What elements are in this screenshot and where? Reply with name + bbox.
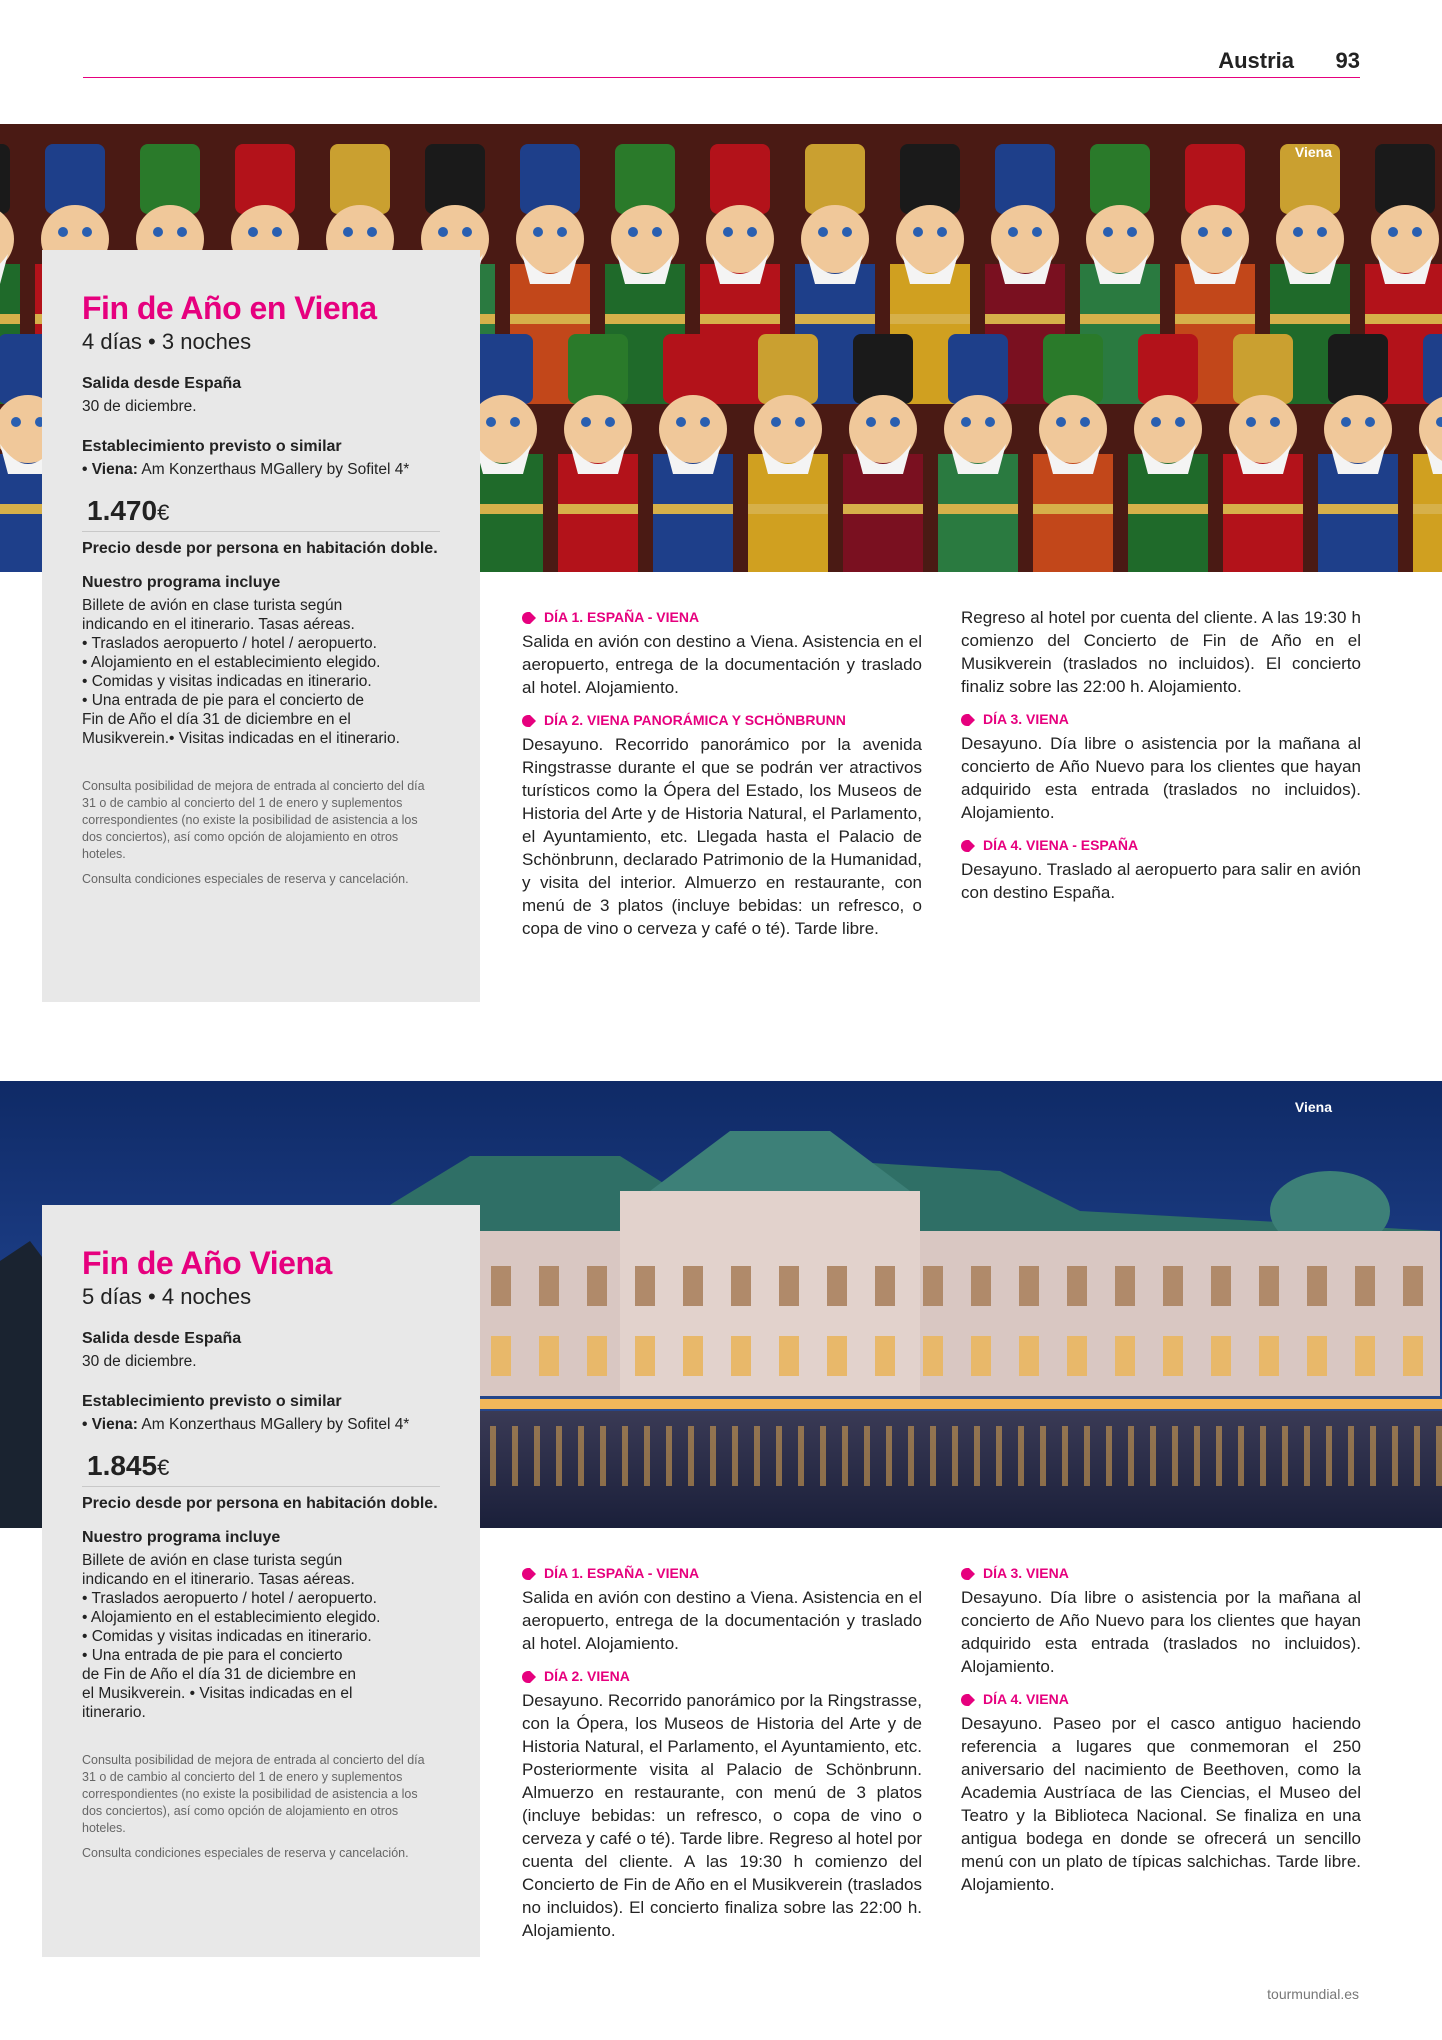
note-upgrade: Consulta posibilidad de mejora de entrada al concierto del día 31 o de cambio al concierto del 1 de enero y suplementos correspondientes (no existe la posibilidad de asistencia a los dos conciertos), así como opción de alojamiento en otros hoteles. bbox=[82, 1753, 425, 1835]
day-marker-icon bbox=[961, 1568, 975, 1580]
includes-item: Fin de Año el día 31 de diciembre en el bbox=[82, 711, 351, 728]
hotel-line bbox=[82, 1415, 440, 1434]
departure-label: Salida desde España bbox=[82, 375, 242, 392]
departure-date: 30 de diciembre. bbox=[82, 1353, 197, 1370]
includes-list bbox=[82, 596, 440, 748]
day-heading bbox=[522, 1562, 922, 1585]
day-heading bbox=[961, 1688, 1361, 1711]
day-description: Desayuno. Traslado al aeropuerto para salir en avión con destino España. bbox=[961, 860, 1361, 902]
includes-item: • Traslados aeropuerto / hotel / aeropuerto. bbox=[82, 1590, 377, 1607]
itinerary-column-2 bbox=[961, 1562, 1361, 1906]
day-heading bbox=[961, 708, 1361, 731]
hotel-city: • Viena: bbox=[82, 1416, 138, 1433]
note-conditions: Consulta condiciones especiales de reserva y cancelación. bbox=[82, 872, 409, 886]
day-title: DÍA 2. VIENA bbox=[544, 1668, 630, 1684]
itinerary-column-1 bbox=[522, 1562, 922, 1952]
day-description: Salida en avión con destino a Viena. Asistencia en el aeropuerto, entrega de la documentación y traslado al hotel. Alojamiento. bbox=[522, 1588, 922, 1653]
day-description: Desayuno. Día libre o asistencia por la mañana al concierto de Año Nuevo para los clientes que hayan adquirido esta entrada (traslados no incluidos). Alojamiento. bbox=[961, 1588, 1361, 1676]
hotel-label: Establecimiento previsto o similar bbox=[82, 1393, 342, 1410]
day-title: DÍA 1. ESPAÑA - VIENA bbox=[544, 1565, 700, 1581]
day-heading bbox=[522, 606, 922, 629]
offer-card bbox=[42, 250, 480, 1002]
price-value: 1.470 bbox=[87, 495, 158, 526]
day-marker-icon bbox=[961, 840, 975, 852]
day-title: DÍA 1. ESPAÑA - VIENA bbox=[544, 609, 700, 625]
includes-list bbox=[82, 1551, 440, 1722]
photo-caption: Viena bbox=[1294, 1099, 1332, 1115]
itinerary-lead-text: Regreso al hotel por cuenta del cliente. A las 19:30 h comienzo del Concierto de Fin de Año en el Musikverein (traslados no incluidos). El concierto finaliz sobre las 22:00 h. Alojamiento. bbox=[961, 608, 1361, 696]
includes-item: Billete de avión en clase turista según bbox=[82, 1552, 343, 1569]
day-marker-icon bbox=[961, 714, 975, 726]
page-number: 93 bbox=[1335, 48, 1360, 73]
offer-card bbox=[42, 1205, 480, 1957]
departure-date: 30 de diciembre. bbox=[82, 398, 197, 415]
departure-label: Salida desde España bbox=[82, 1330, 242, 1347]
day-marker-icon bbox=[522, 1671, 536, 1683]
day-title: DÍA 4. VIENA - ESPAÑA bbox=[983, 837, 1139, 853]
day-description: Desayuno. Día libre o asistencia por la mañana al concierto de Año Nuevo para los clientes que hayan adquirido esta entrada (traslados no incluidos). Alojamiento. bbox=[961, 734, 1361, 822]
hotel-line bbox=[82, 460, 440, 479]
day-marker-icon bbox=[522, 612, 536, 624]
offer-title: Fin de Año Viena bbox=[82, 1245, 332, 1281]
includes-item: Billete de avión en clase turista según bbox=[82, 597, 343, 614]
includes-item: itinerario. bbox=[82, 1704, 146, 1721]
hotel-city: • Viena: bbox=[82, 461, 138, 478]
day-title: DÍA 3. VIENA bbox=[983, 711, 1069, 727]
includes-item: indicando en el itinerario. Tasas aéreas. bbox=[82, 616, 355, 633]
includes-item: • Traslados aeropuerto / hotel / aeropuerto. bbox=[82, 635, 377, 652]
includes-item: • Comidas y visitas indicadas en itinerario. bbox=[82, 1628, 372, 1645]
itinerary-column-2 bbox=[961, 606, 1361, 914]
day-marker-icon bbox=[522, 1568, 536, 1580]
day-title: DÍA 2. VIENA PANORÁMICA Y SCHÖNBRUNN bbox=[544, 712, 846, 728]
includes-item: el Musikverein. • Visitas indicadas en el bbox=[82, 1685, 353, 1702]
price bbox=[82, 1450, 440, 1487]
includes-item: Musikverein.• Visitas indicadas en el itinerario. bbox=[82, 730, 400, 747]
includes-item: • Comidas y visitas indicadas en itinerario. bbox=[82, 673, 372, 690]
includes-item: • Una entrada de pie para el concierto de bbox=[82, 692, 365, 709]
offer-duration: 5 días • 4 noches bbox=[82, 1284, 252, 1309]
day-description: Desayuno. Recorrido panorámico por la avenida Ringstrasse durante el que se podrán ver atractivos turísticos como la Ópera del Estado, los Museos de Historia del Arte y de Historia Natural, el Parlamento, el Ayuntamiento, etc. Llegada hasta el Palacio de Schönbrunn, declarado Patrimonio de la Humanidad, y visita del interior. Almuerzo en restaurante, con menú de 3 platos (incluye bebidas: un refresco, o copa de vino o cerveza y café o té). Tarde libre. bbox=[522, 735, 922, 938]
note-upgrade: Consulta posibilidad de mejora de entrada al concierto del día 31 o de cambio al concierto del 1 de enero y suplementos correspondientes (no existe la posibilidad de asistencia a los dos conciertos), así como opción de alojamiento en otros hoteles. bbox=[82, 779, 425, 861]
price-value: 1.845 bbox=[87, 1450, 158, 1481]
hotel-name: Am Konzerthaus MGallery by Sofitel 4* bbox=[137, 461, 410, 478]
hotel-label: Establecimiento previsto o similar bbox=[82, 438, 342, 455]
includes-label: Nuestro programa incluye bbox=[82, 1529, 281, 1546]
day-heading bbox=[522, 1665, 922, 1688]
includes-item: • Una entrada de pie para el concierto bbox=[82, 1647, 343, 1664]
day-title: DÍA 3. VIENA bbox=[983, 1565, 1069, 1581]
note-conditions: Consulta condiciones especiales de reserva y cancelación. bbox=[82, 1846, 409, 1860]
includes-item: • Alojamiento en el establecimiento elegido. bbox=[82, 654, 381, 671]
day-marker-icon bbox=[522, 715, 536, 727]
section-country: Austria bbox=[1218, 48, 1294, 73]
day-description: Desayuno. Recorrido panorámico por la Ringstrasse, con la Ópera, los Museos de Historia del Arte y de Historia Natural, el Parlamento, el Ayuntamiento, etc. Posteriormente visita al Palacio de Schönbrunn. Almuerzo en restaurante, con menú de 3 platos (incluye bebidas: un refresco, o copa de vino o cerveza y café o té). Tarde libre. Regreso al hotel por cuenta del cliente. A las 19:30 h comienzo del Concierto de Fin de Año en el Musikverein (traslados no incluidos). El concierto finaliza sobre las 22:00 h. Alojamiento. bbox=[522, 1691, 922, 1940]
page-header bbox=[83, 48, 1360, 78]
day-title: DÍA 4. VIENA bbox=[983, 1691, 1069, 1707]
includes-item: • Alojamiento en el establecimiento elegido. bbox=[82, 1609, 381, 1626]
hotel-name: Am Konzerthaus MGallery by Sofitel 4* bbox=[137, 1416, 410, 1433]
photo-caption: Viena bbox=[1294, 144, 1332, 160]
price bbox=[82, 495, 440, 532]
includes-item: indicando en el itinerario. Tasas aéreas. bbox=[82, 1571, 355, 1588]
day-heading bbox=[961, 834, 1361, 857]
price-note: Precio desde por persona en habitación doble. bbox=[82, 540, 438, 557]
price-note: Precio desde por persona en habitación doble. bbox=[82, 1495, 438, 1512]
price-currency: € bbox=[157, 1455, 170, 1480]
footer-website: tourmundial.es bbox=[1267, 1986, 1359, 2002]
day-marker-icon bbox=[961, 1694, 975, 1706]
day-heading bbox=[522, 709, 922, 732]
itinerary-column-1 bbox=[522, 606, 922, 950]
day-description: Salida en avión con destino a Viena. Asistencia en el aeropuerto, entrega de la documentación y traslado al hotel. Alojamiento. bbox=[522, 632, 922, 697]
day-heading bbox=[961, 1562, 1361, 1585]
day-description: Desayuno. Paseo por el casco antiguo haciendo referencia a lugares que conmemoran el 250 aniversario del nacimiento de Beethoven, como la Academia Austríaca de las Ciencias, el Museo del Teatro y la Biblioteca Nacional. Se finaliza en una antigua bodega en donde se ofrecerá un sencillo menú con un plato de típicas salchichas. Tarde libre. Alojamiento. bbox=[961, 1714, 1361, 1894]
price-currency: € bbox=[157, 500, 170, 525]
offer-title: Fin de Año en Viena bbox=[82, 290, 377, 326]
offer-duration: 4 días • 3 noches bbox=[82, 329, 252, 354]
includes-label: Nuestro programa incluye bbox=[82, 574, 281, 591]
includes-item: de Fin de Año el día 31 de diciembre en bbox=[82, 1666, 357, 1683]
